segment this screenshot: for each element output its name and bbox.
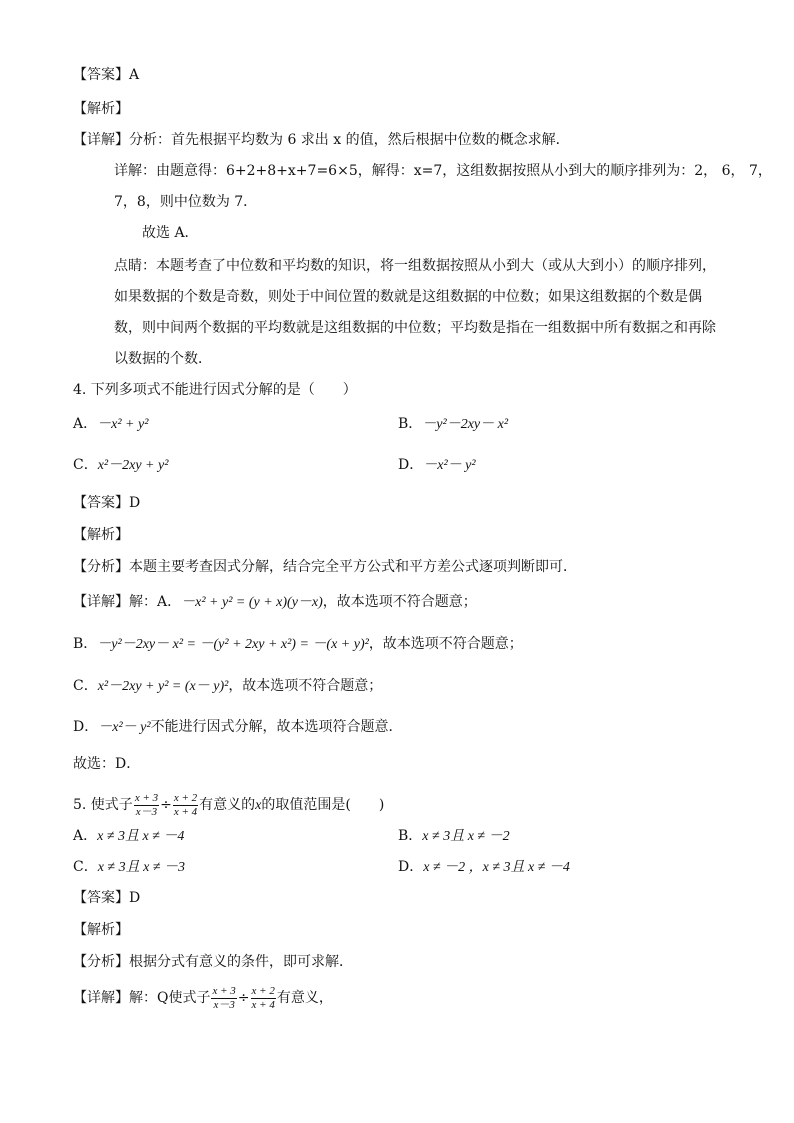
detail-q3-line1: 详解：由题意得：6+2+8+x+7=6×5，解得：x=7，这组数据按照从小到大的顺序排列为：2， 6， 7， xyxy=(114,163,772,179)
q5-option-b-expr: x ≠ 3且 x ≠ －2 xyxy=(422,829,510,844)
detail-q4-b-text: ，故本选项不符合题意； xyxy=(368,636,523,652)
q5-suffix: 的取值范围是( ) xyxy=(261,797,385,813)
detail-q5-fraction-2-den: x + 4 xyxy=(251,998,275,1011)
detail-q4-b xyxy=(73,634,523,655)
q5-fraction-2-den: x + 4 xyxy=(173,805,198,818)
detail-q4-b-label: B． xyxy=(73,636,98,652)
q5-option-c-label: C． xyxy=(73,859,98,875)
detail-q4-c-label: C． xyxy=(73,678,98,694)
choose-q4: 故选：D． xyxy=(73,756,141,772)
detail-q5-fraction-2-num: x + 2 xyxy=(251,984,275,997)
q4-option-b-label: B． xyxy=(398,416,423,432)
analysis-heading-q5: 【解析】 xyxy=(73,922,129,938)
q4-option-c-expr: x²－2xy + y² xyxy=(97,458,169,473)
q4-option-a xyxy=(73,414,148,435)
q5-option-b-label: B． xyxy=(398,828,423,844)
detail-q4-d xyxy=(73,717,403,738)
detail-q3-main: 【详解】分析：首先根据平均数为 6 求出 x 的值，然后根据中位数的概念求解． xyxy=(73,132,570,148)
q5-option-d-expr: x ≠ －2 ，x ≠ 3且 x ≠ －4 xyxy=(423,860,570,875)
detail-q4-prefix: 【详解】解：A． xyxy=(73,594,182,610)
detail-q4-c-math: x²－2xy + y² = (x－ y)² xyxy=(97,679,229,694)
detail-q4-d-text: 不能进行因式分解，故本选项符合题意． xyxy=(150,719,403,735)
q4-option-a-expr: －x² + y² xyxy=(97,417,149,432)
detail-q5-fraction-2 xyxy=(251,985,276,1012)
detail-q4-a xyxy=(73,592,477,613)
analyze-q5: 【分析】根据分式有意义的条件，即可求解． xyxy=(73,954,353,970)
q4-option-d xyxy=(398,455,476,476)
detail-q3-line2: 7，8，则中位数为 7． xyxy=(114,194,258,210)
q5-option-b xyxy=(398,826,510,847)
q4-option-d-expr: －x²－ y² xyxy=(423,458,476,473)
q4-option-a-label: A． xyxy=(73,416,98,432)
analysis-heading-q3: 【解析】 xyxy=(73,101,129,117)
detail-q4-c xyxy=(73,676,382,697)
q5-option-c xyxy=(73,857,185,878)
detail-q3-line3: 故选 A． xyxy=(142,225,199,241)
detail-q4-d-label: D． xyxy=(73,719,99,735)
detail-q5-symbol: Q xyxy=(157,990,169,1006)
detail-q5-prefix: 【详解】解： xyxy=(73,990,157,1006)
q5-fraction-2 xyxy=(173,792,198,819)
detail-q5-fraction-1-den: x－3 xyxy=(213,998,235,1011)
q4-option-c-label: C． xyxy=(73,457,98,473)
q5-fraction-1 xyxy=(134,792,159,819)
q4-option-b-expr: －y²－2xy－ x² xyxy=(422,417,509,432)
q5-option-a-expr: x ≠ 3且 x ≠ －4 xyxy=(97,829,185,844)
detail-q4-a-text: ，故本选项不符合题意； xyxy=(322,594,477,610)
q5-prefix: 5. 使式子 xyxy=(73,797,133,813)
tip-q3-line4: 以数据的个数． xyxy=(114,351,212,367)
q5-variable: x xyxy=(255,798,262,813)
q5-divide: ÷ xyxy=(160,797,172,813)
detail-q4-b-math: －y²－2xy－ x² = －(y² + 2xy + x²) = －(x + y)² xyxy=(97,637,369,652)
answer-q5: 【答案】D xyxy=(73,890,141,906)
detail-q5-suffix: 有意义， xyxy=(276,990,333,1006)
tip-q3-line2: 如果数据的个数是奇数，则处于中间位置的数就是这组数据的中位数；如果这组数据的个数是偶 xyxy=(114,289,702,305)
q5-fraction-1-num: x + 3 xyxy=(134,791,159,804)
analyze-q4: 【分析】本题主要考查因式分解，结合完全平方公式和平方差公式逐项判断即可． xyxy=(73,559,577,575)
q5-option-d xyxy=(398,857,570,878)
detail-q5-divide: ÷ xyxy=(237,990,250,1006)
detail-q4-d-math: －x²－ y² xyxy=(98,720,151,735)
tip-q3-line1: 点睛：本题考查了中位数和平均数的知识，将一组数据按照从小到大（或从大到小）的顺序排列， xyxy=(114,258,716,274)
detail-q5-mid: 使式子 xyxy=(168,990,211,1006)
q4-option-d-label: D． xyxy=(398,457,424,473)
detail-q5-fraction-1 xyxy=(211,985,236,1012)
answer-q3: 【答案】A xyxy=(73,67,140,83)
q5-mid: 有意义的 xyxy=(199,797,256,813)
q5-option-a-label: A． xyxy=(73,828,98,844)
q5-option-a xyxy=(73,826,184,847)
q5-option-c-expr: x ≠ 3且 x ≠ －3 xyxy=(97,860,186,875)
question-5 xyxy=(73,789,384,822)
q5-fraction-2-num: x + 2 xyxy=(173,791,198,804)
detail-q4-a-math: －x² + y² = (y + x)(y－x) xyxy=(181,595,323,610)
question-4: 4. 下列多项式不能进行因式分解的是（ ） xyxy=(73,382,357,398)
tip-q3-line3: 数，则中间两个数据的平均数就是这组数据的中位数；平均数是指在一组数据中所有数据之和再除 xyxy=(114,320,716,336)
q4-option-c xyxy=(73,455,168,476)
answer-q4: 【答案】D xyxy=(73,495,141,511)
q5-option-d-label: D． xyxy=(398,859,424,875)
detail-q4-c-text: ，故本选项不符合题意； xyxy=(228,678,383,694)
detail-q5 xyxy=(73,982,333,1014)
analysis-heading-q4: 【解析】 xyxy=(73,527,129,543)
detail-q5-fraction-1-num: x + 3 xyxy=(212,984,236,997)
q4-option-b xyxy=(398,414,508,435)
q5-fraction-1-den: x－3 xyxy=(135,805,158,818)
